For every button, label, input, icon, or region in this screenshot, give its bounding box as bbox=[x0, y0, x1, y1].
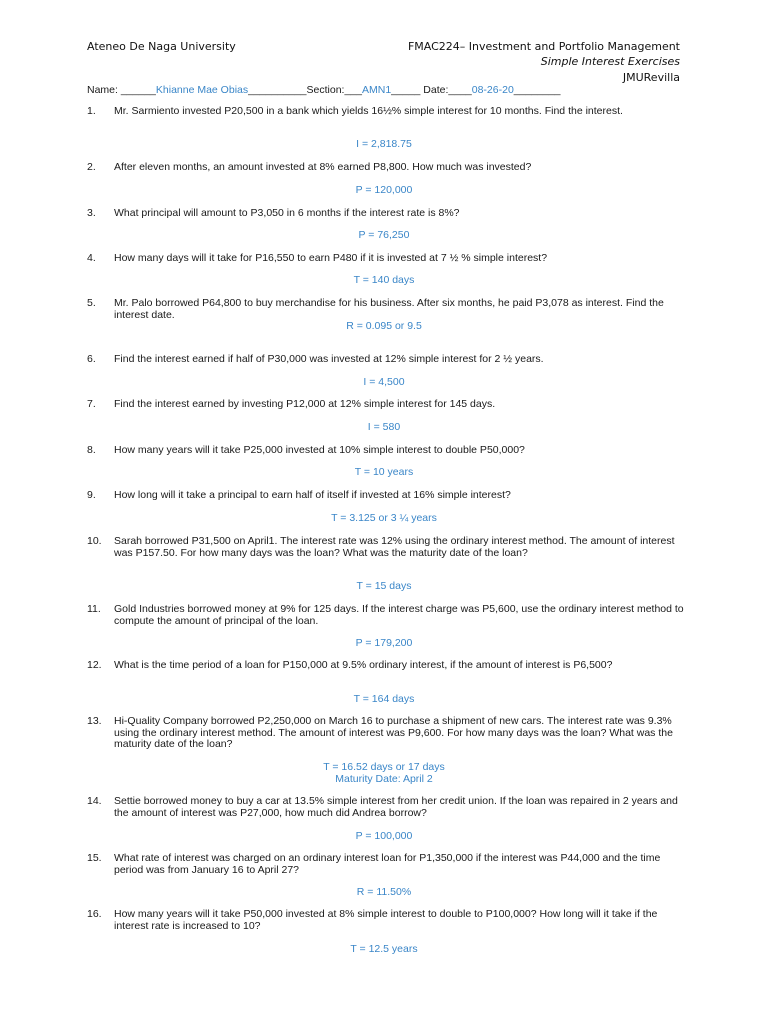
question-number: 4. bbox=[87, 252, 96, 264]
question-text: How many days will it take for P16,550 to earn P480 if it is invested at 7 ½ % simple interest? bbox=[114, 252, 548, 264]
maturity-date-answer: Maturity Date: April 2 bbox=[335, 773, 433, 785]
question-text: What rate of interest was charged on an ordinary interest loan for P1,350,000 if the interest was P44,000 and the time period was from January 16 to April 27? bbox=[114, 852, 661, 876]
author-name: JMURevilla bbox=[622, 71, 680, 84]
question-number: 14. bbox=[87, 795, 102, 807]
question-text: After eleven months, an amount invested at 8% earned P8,800. How much was invested? bbox=[114, 161, 532, 173]
question-text: Settie borrowed money to buy a car at 13.5% simple interest from her credit union. If the loan was repaired in 2 years and the amount of interest was P27,000, how much did Andrea borrow? bbox=[114, 795, 678, 819]
date-label: _____ Date:____ bbox=[391, 84, 472, 96]
answer-text: T = 15 days bbox=[356, 580, 412, 592]
answer-text: T = 140 days bbox=[353, 274, 415, 286]
answer-text: R = 11.50% bbox=[356, 886, 412, 898]
worksheet-subtitle: Simple Interest Exercises bbox=[540, 55, 680, 68]
question-number: 8. bbox=[87, 444, 96, 456]
question-text: How many years will it take P25,000 invested at 10% simple interest to double P50,000? bbox=[114, 444, 525, 456]
question-text: Hi-Quality Company borrowed P2,250,000 on March 16 to purchase a shipment of new cars. The interest rate was 9.3% using the ordinary interest method. The amount of interest was P9,600. For how many days was the loan? What was the maturity date of the loan? bbox=[114, 715, 673, 750]
answer-text: T = 164 days bbox=[353, 693, 415, 705]
answer-text: P = 100,000 bbox=[355, 830, 413, 842]
answer-text: T = 16.52 days or 17 days bbox=[323, 761, 445, 773]
answer-text: P = 76,250 bbox=[358, 229, 410, 241]
question-number: 13. bbox=[87, 715, 102, 727]
question-number: 16. bbox=[87, 908, 102, 920]
question-number: 9. bbox=[87, 489, 96, 501]
answer-text: T = 3.125 or 3 ¼ years bbox=[331, 512, 437, 524]
answer-text: T = 10 years bbox=[354, 466, 414, 478]
course-title: FMAC224– Investment and Portfolio Management bbox=[407, 40, 680, 53]
question-number: 7. bbox=[87, 398, 96, 410]
question-number: 11. bbox=[87, 603, 101, 615]
date-value: 08-26-20 bbox=[471, 84, 514, 96]
question-text: How many years will it take P50,000 invested at 8% simple interest to double to P100,000? How long will it take if the interest rate is increased to 10? bbox=[114, 908, 658, 932]
question-number: 1. bbox=[87, 105, 96, 117]
question-number: 3. bbox=[87, 207, 96, 219]
question-text: What is the time period of a loan for P150,000 at 9.5% ordinary interest, if the amount of interest is P6,500? bbox=[114, 659, 613, 671]
question-text: How long will it take a principal to earn half of itself if invested at 16% simple interest? bbox=[114, 489, 511, 501]
answer-text: T = 12.5 years bbox=[350, 943, 418, 955]
answer-text: I = 4,500 bbox=[363, 376, 405, 388]
section-label: __________Section:___ bbox=[248, 84, 362, 96]
answer-text: I = 2,818.75 bbox=[356, 138, 412, 150]
name-label: Name: ______ bbox=[87, 84, 156, 96]
answer-text: I = 580 bbox=[367, 421, 401, 433]
question-text: Mr. Palo borrowed P64,800 to buy merchandise for his business. After six months, he paid P3,078 as interest. Find the interest date. bbox=[114, 297, 664, 321]
student-name: Khianne Mae Obias bbox=[155, 84, 249, 96]
question-number: 2. bbox=[87, 161, 96, 173]
question-number: 6. bbox=[87, 353, 96, 365]
question-text: Sarah borrowed P31,500 on April1. The interest rate was 12% using the ordinary interest method. The amount of interest was P157.50. For how many days was the loan? What was the maturity date of the loan? bbox=[114, 535, 675, 559]
answer-text: P = 120,000 bbox=[355, 184, 413, 196]
question-number: 12. bbox=[87, 659, 102, 671]
question-number: 10. bbox=[87, 535, 102, 547]
date-tail: ________ bbox=[513, 84, 561, 96]
question-text: Find the interest earned if half of P30,000 was invested at 12% simple interest for 2 ½ years. bbox=[114, 353, 544, 365]
question-text: What principal will amount to P3,050 in 6 months if the interest rate is 8%? bbox=[114, 207, 460, 219]
question-number: 15. bbox=[87, 852, 102, 864]
question-text: Mr. Sarmiento invested P20,500 in a bank which yields 16½% simple interest for 10 months. Find the interest. bbox=[114, 105, 623, 117]
answer-text: P = 179,200 bbox=[355, 637, 413, 649]
university-name: Ateneo De Naga University bbox=[87, 40, 236, 53]
section-value: AMN1 bbox=[361, 84, 392, 96]
answer-text: R = 0.095 or 9.5 bbox=[346, 320, 422, 332]
question-number: 5. bbox=[87, 297, 96, 309]
question-text: Find the interest earned by investing P12,000 at 12% simple interest for 145 days. bbox=[114, 398, 496, 410]
student-info-line bbox=[87, 84, 561, 96]
question-text: Gold Industries borrowed money at 9% for 125 days. If the interest charge was P5,600, use the ordinary interest method to compute the amount of principal of the loan. bbox=[114, 603, 684, 627]
